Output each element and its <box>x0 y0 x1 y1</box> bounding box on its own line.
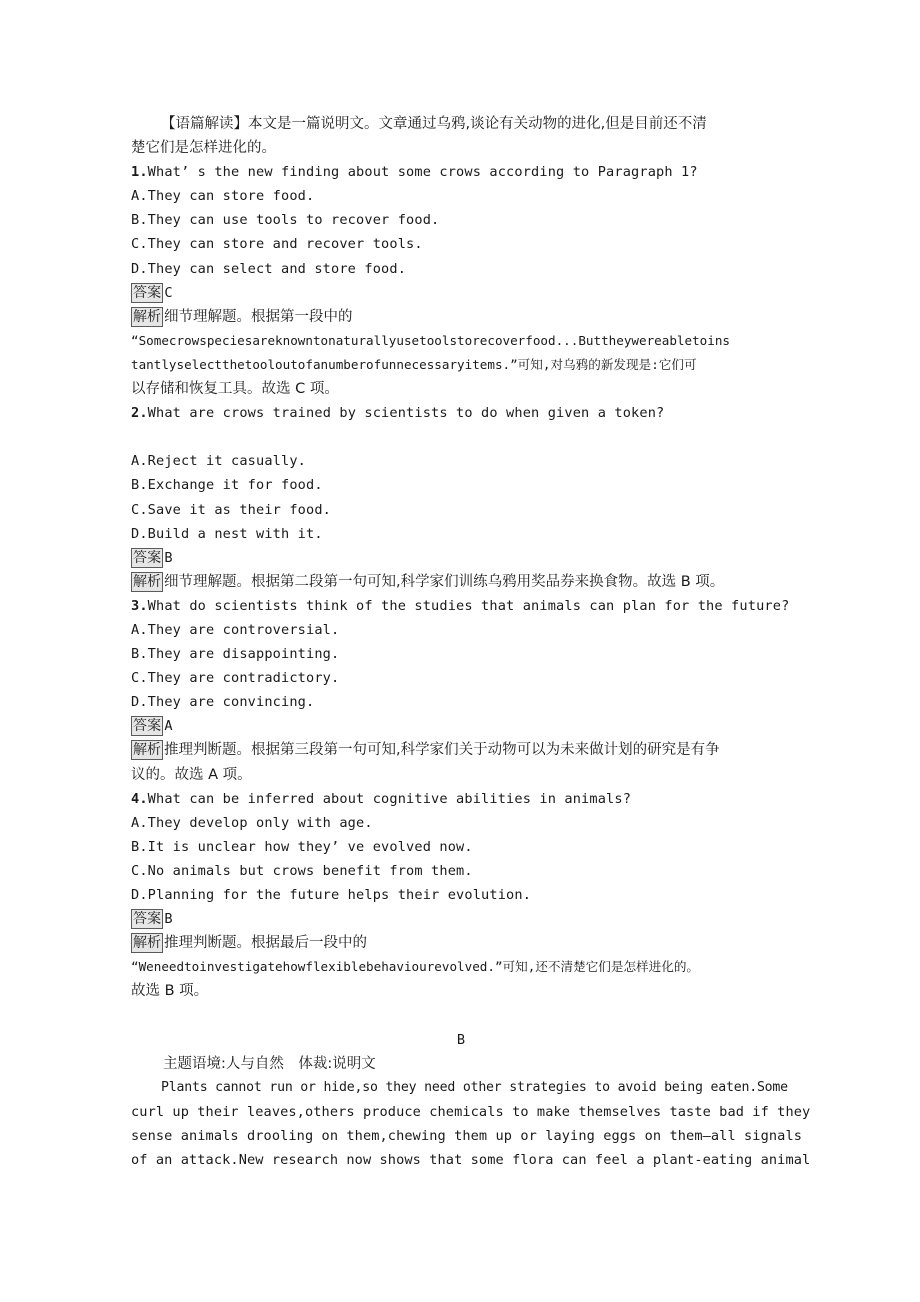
option-b: B.Exchange it for food. <box>131 477 323 494</box>
answer-value: B <box>164 911 173 928</box>
passage-line: Plants cannot run or hide,so they need other strategies to avoid being eaten.Some <box>161 1079 788 1095</box>
analysis-text: 细节理解题。根据第一段中的 <box>164 308 353 325</box>
question-number: 4. <box>131 790 148 807</box>
passage-line: sense animals drooling on them,chewing them up or laying eggs on them—all signals <box>131 1127 803 1144</box>
option-c: C.They can store and recover tools. <box>131 236 423 253</box>
option-c: C.Save it as their food. <box>131 501 332 518</box>
analysis-text: 细节理解题。根据第二段第一句可知,科学家们训练乌鸦用奖品券来换食物。故选 B 项。 <box>164 573 725 590</box>
analysis-conclusion: 以存储和恢复工具。故选 C 项。 <box>131 381 339 398</box>
question-number: 2. <box>131 405 148 422</box>
question-stem: What are crows trained by scientists to do when given a token? <box>147 405 665 422</box>
question-stem: What can be inferred about cognitive abilities in animals? <box>147 790 632 807</box>
question-1 <box>131 160 791 184</box>
analysis-text: 推理判断题。根据第三段第一句可知,科学家们关于动物可以为未来做计划的研究是有争 <box>164 742 720 759</box>
answer-tag: 答案 <box>133 549 162 566</box>
option-c: C.No animals but crows benefit from them. <box>131 862 473 879</box>
option-a: A.They develop only with age. <box>131 814 373 831</box>
option-c: C.They are contradictory. <box>131 670 340 687</box>
question-2 <box>131 401 791 425</box>
analysis-tag: 解析 <box>133 308 161 325</box>
answer-value: A <box>164 718 173 735</box>
answer-tag: 答案 <box>133 911 162 928</box>
option-d: D.Build a nest with it. <box>131 525 323 542</box>
analysis-row <box>131 738 791 762</box>
section-theme: 主题语境:人与自然 体裁:说明文 <box>163 1055 376 1072</box>
summary-text: 本文是一篇说明文。文章通过乌鸦,谈论有关动物的进化,但是目前还不清 <box>248 116 707 132</box>
analysis-quote: “Weneedtoinvestigatehowflexiblebehaviourevolved.”可知,还不清楚它们是怎样进化的。 <box>131 959 700 975</box>
option-a: A.Reject it casually. <box>131 453 307 470</box>
answer-value: B <box>164 549 173 566</box>
question-number: 1. <box>131 164 148 181</box>
spacer <box>131 1003 791 1027</box>
option-b: B.They are disappointing. <box>131 646 340 663</box>
answer-row <box>131 546 791 570</box>
passage-line: curl up their leaves,others produce chemicals to make themselves taste bad if they <box>131 1103 811 1120</box>
analysis-text: 推理判断题。根据最后一段中的 <box>164 935 367 952</box>
question-stem: What do scientists think of the studies that animals can plan for the future? <box>147 597 790 614</box>
answer-row <box>131 281 791 305</box>
option-d: D.They can select and store food. <box>131 260 407 277</box>
section-heading: B <box>456 1031 466 1048</box>
answer-tag: 答案 <box>133 284 162 301</box>
document-page <box>131 112 811 1172</box>
analysis-tag: 解析 <box>133 742 161 759</box>
analysis-row <box>131 305 791 329</box>
option-b: B.It is unclear how they’ ve evolved now. <box>131 838 473 855</box>
summary-label: 【语篇解读】 <box>161 116 248 132</box>
option-b: B.They can use tools to recover food. <box>131 212 440 229</box>
analysis-row <box>131 570 791 594</box>
analysis-row <box>131 931 791 955</box>
answer-value: C <box>164 284 173 301</box>
passage-line: of an attack.New research now shows that some flora can feel a plant-eating animal <box>131 1152 811 1169</box>
analysis-conclusion: 故选 B 项。 <box>131 983 209 1000</box>
summary-line-2: 楚它们是怎样进化的。 <box>131 140 276 157</box>
answer-row <box>131 714 791 738</box>
option-a: A.They are controversial. <box>131 621 340 638</box>
option-d: D.Planning for the future helps their evolution. <box>131 887 532 903</box>
answer-tag: 答案 <box>133 718 162 735</box>
question-number: 3. <box>131 597 148 614</box>
summary <box>131 112 791 136</box>
answer-row <box>131 907 791 931</box>
analysis-quote-cont: tantlyselectthetooloutofanumberofunnecessaryitems.”可知,对乌鸦的新发现是:它们可 <box>131 356 697 372</box>
analysis-conclusion: 议的。故选 A 项。 <box>131 766 252 783</box>
analysis-tag: 解析 <box>133 573 161 590</box>
option-a: A.They can store food. <box>131 188 315 205</box>
option-d: D.They are convincing. <box>131 694 315 711</box>
spacer <box>131 425 791 449</box>
question-stem: What’ s the new finding about some crows according to Paragraph 1? <box>147 164 698 181</box>
analysis-quote: “Somecrowspeciesareknowntonaturallyusetoolstorecoverfood...Buttheywereabletoins <box>131 332 730 348</box>
question-4 <box>131 787 791 811</box>
question-3 <box>131 594 791 618</box>
analysis-tag: 解析 <box>133 935 161 952</box>
